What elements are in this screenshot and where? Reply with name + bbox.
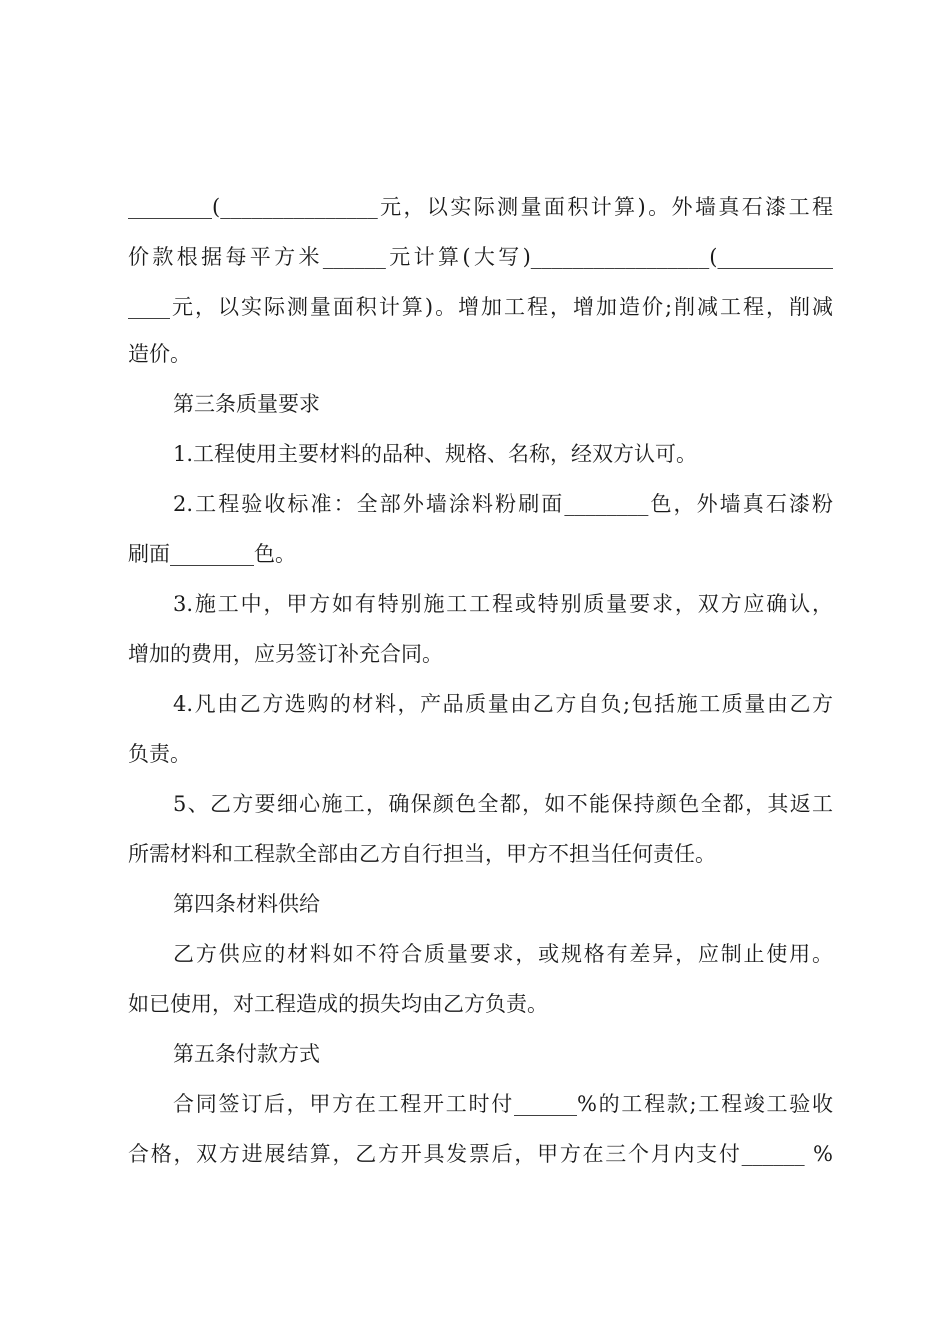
text-line: 2.工程验收标准：全部外墙涂料粉刷面________色，外墙真石漆粉 [173, 492, 833, 516]
text-line: 3.施工中，甲方如有特别施工工程或特别质量要求，双方应确认， [173, 592, 833, 616]
text-line: ____元，以实际测量面积计算)。增加工程，增加造价;削减工程，削减 [128, 295, 833, 319]
text-line: 价款根据每平方米______元计算(大写)_________________(___________ [128, 245, 833, 269]
text-line: 如已使用，对工程造成的损失均由乙方负责。 [128, 992, 548, 1016]
section-heading: 第三条质量要求 [173, 392, 320, 416]
text-line: 造价。 [128, 342, 191, 366]
text-line: 刷面________色。 [128, 542, 296, 566]
text-line: 所需材料和工程款全部由乙方自行担当，甲方不担当任何责任。 [128, 842, 716, 866]
text-line: 乙方供应的材料如不符合质量要求，或规格有差异，应制止使用。 [173, 942, 833, 966]
text-line: 负责。 [128, 742, 191, 766]
text-line: 5、乙方要细心施工，确保颜色全都，如不能保持颜色全都，其返工 [173, 792, 833, 816]
text-line: 合格，双方进展结算，乙方开具发票后，甲方在三个月内支付______ % [128, 1142, 833, 1166]
section-heading: 第五条付款方式 [173, 1042, 320, 1066]
text-line: ________(_______________元，以实际测量面积计算)。外墙真石漆工程 [128, 195, 833, 219]
text-line: 1.工程使用主要材料的品种、规格、名称，经双方认可。 [173, 442, 698, 466]
section-heading: 第四条材料供给 [173, 892, 320, 916]
text-line: 4.凡由乙方选购的材料，产品质量由乙方自负;包括施工质量由乙方 [173, 692, 833, 716]
text-line: 增加的费用，应另签订补充合同。 [128, 642, 443, 666]
text-line: 合同签订后，甲方在工程开工时付______%的工程款;工程竣工验收 [173, 1092, 833, 1116]
